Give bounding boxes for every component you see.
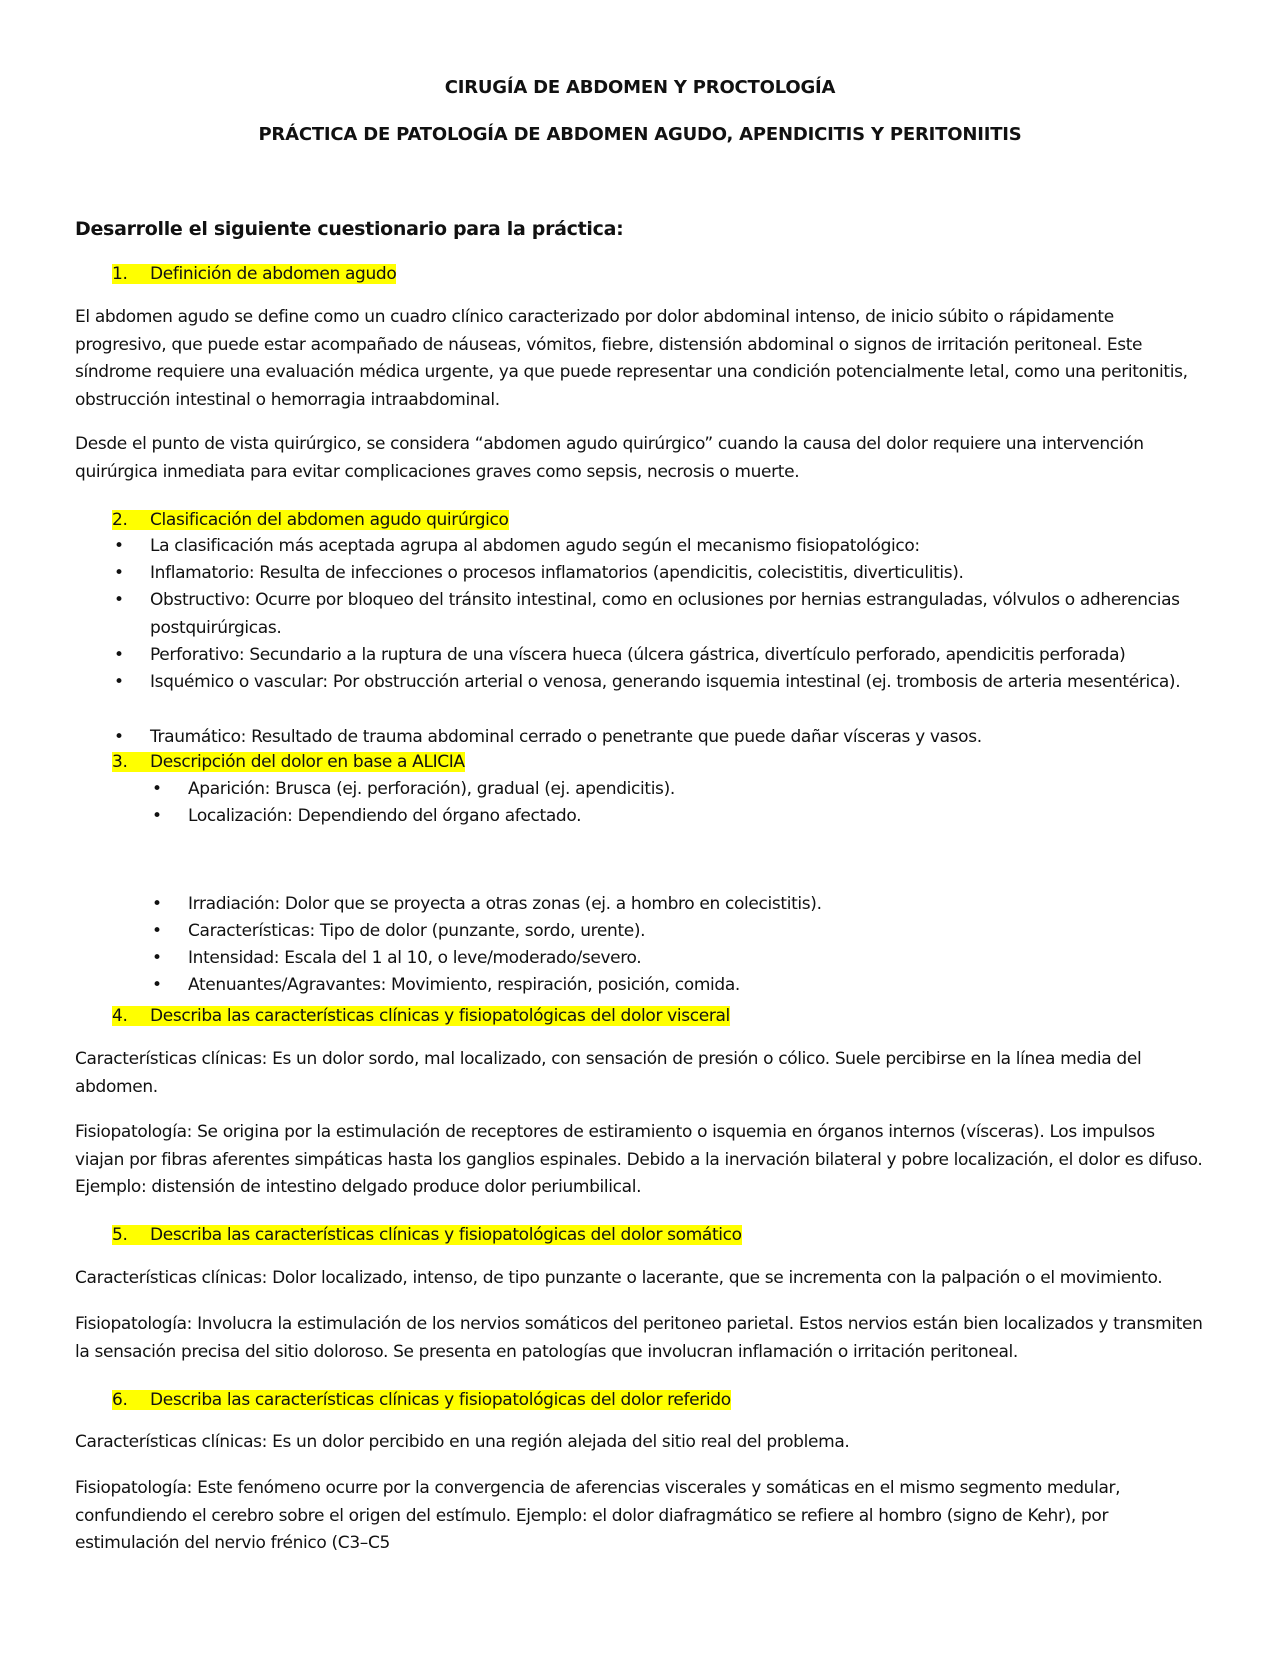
- list-item: • Inflamatorio: Resulta de infecciones o procesos inflamatorios (apendicitis, colecistitis, diverticulitis).: [150, 560, 1210, 588]
- list-item: • Características: Tipo de dolor (punzante, sordo, urente).: [188, 918, 1208, 946]
- question-2: [112, 510, 509, 530]
- document-subtitle: PRÁCTICA DE PATOLOGÍA DE ABDOMEN AGUDO, APENDICITIS Y PERITONIITIS: [258, 124, 1022, 145]
- list-item: • Irradiación: Dolor que se proyecta a otras zonas (ej. a hombro en colecistitis).: [188, 891, 1208, 919]
- bullet-icon: •: [114, 536, 124, 556]
- question-number: 4.: [112, 1006, 128, 1026]
- paragraph-visceral-clinica: Características clínicas: Es un dolor sordo, mal localizado, con sensación de presión o cólico. Suele percibirse en la línea media del abdomen.: [75, 1049, 1142, 1097]
- bullet-icon: •: [114, 590, 124, 610]
- question-text: Definición de abdomen agudo: [150, 264, 397, 284]
- question-number: 2.: [112, 510, 128, 530]
- question-text: Clasificación del abdomen agudo quirúrgico: [150, 510, 509, 530]
- paragraph-abdomen-agudo-quirurgico: Desde el punto de vista quirúrgico, se considera “abdomen agudo quirúrgico” cuando la causa del dolor requiere una intervención quirúrgica inmediata para evitar complicaciones graves como sepsis, necrosis o muerte.: [75, 434, 1144, 482]
- list-item: • Atenuantes/Agravantes: Movimiento, respiración, posición, comida.: [188, 972, 1208, 1000]
- bullet-icon: •: [114, 727, 124, 747]
- list-item: • Intensidad: Escala del 1 al 10, o leve/moderado/severo.: [188, 945, 1208, 973]
- list-item: • Traumático: Resultado de trauma abdominal cerrado o penetrante que puede dañar vísceras y vasos.: [150, 724, 1210, 752]
- list-item: • Isquémico o vascular: Por obstrucción arterial o venosa, generando isquemia intestinal (ej. trombosis de arteria mesentérica).: [150, 669, 1210, 697]
- bullet-icon: •: [152, 948, 162, 968]
- question-number: 3.: [112, 752, 128, 772]
- bullet-icon: •: [152, 779, 162, 799]
- question-6: [112, 1390, 731, 1410]
- list-item: • Perforativo: Secundario a la ruptura de una víscera hueca (úlcera gástrica, divertículo perforado, apendicitis perforada): [150, 642, 1210, 670]
- question-1: [112, 264, 396, 284]
- bullet-icon: •: [152, 806, 162, 826]
- paragraph-referido-fisiopatologia: Fisiopatología: Este fenómeno ocurre por la convergencia de aferencias viscerales y somáticas en el mismo segmento medular, confundiendo el cerebro sobre el origen del estímulo. Ejemplo: el dolor diafragmático se refiere al hombro (signo de Kehr), por estimulación del nervio frénico (C3–C5: [75, 1478, 1121, 1553]
- bullet-icon: •: [114, 563, 124, 583]
- paragraph-abdomen-agudo-definicion: El abdomen agudo se define como un cuadro clínico caracterizado por dolor abdominal intenso, de inicio súbito o rápidamente progresivo, que puede estar acompañado de náuseas, vómitos, fiebre, distensión abdominal o signos de irritación peritoneal. Este síndrome requiere una evaluación médica urgente, ya que puede representar una condición potencialmente letal, como una peritonitis, obstrucción intestinal o hemorragia intraabdominal.: [75, 307, 1188, 410]
- bullet-icon: •: [152, 975, 162, 995]
- bullet-icon: •: [114, 672, 124, 692]
- list-item: • Aparición: Brusca (ej. perforación), gradual (ej. apendicitis).: [188, 776, 1208, 804]
- question-5: [112, 1225, 742, 1245]
- question-number: 1.: [112, 264, 128, 284]
- paragraph-somatico-fisiopatologia: Fisiopatología: Involucra la estimulación de los nervios somáticos del peritoneo parietal. Estos nervios están bien localizados y transmiten la sensación precisa del sitio doloroso. Se presenta en patologías que involucran inflamación o irritación peritoneal.: [75, 1314, 1203, 1362]
- section-heading: Desarrolle el siguiente cuestionario para la práctica:: [75, 218, 624, 240]
- bullet-icon: •: [152, 921, 162, 941]
- question-text: Descripción del dolor en base a ALICIA: [150, 752, 465, 772]
- question-text: Describa las características clínicas y fisiopatológicas del dolor visceral: [150, 1006, 730, 1026]
- list-item: • Obstructivo: Ocurre por bloqueo del tránsito intestinal, como en oclusiones por hernias estranguladas, vólvulos o adherencias postquirúrgicas.: [150, 587, 1210, 642]
- question-number: 5.: [112, 1225, 128, 1245]
- question-3: [112, 752, 465, 772]
- list-item: • Localización: Dependiendo del órgano afectado.: [188, 803, 1208, 831]
- document-title: CIRUGÍA DE ABDOMEN Y PROCTOLOGÍA: [444, 77, 836, 98]
- bullet-icon: •: [114, 645, 124, 665]
- paragraph-somatico-clinica: Características clínicas: Dolor localizado, intenso, de tipo punzante o lacerante, que se incrementa con la palpación o el movimiento.: [75, 1268, 1163, 1288]
- paragraph-visceral-fisiopatologia: Fisiopatología: Se origina por la estimulación de receptores de estiramiento o isquemia en órganos internos (vísceras). Los impulsos viajan por fibras aferentes simpáticas hasta los ganglios espinales. Debido a la inervación bilateral y pobre localización, el dolor es difuso. Ejemplo: distensión de intestino delgado produce dolor periumbilical.: [75, 1122, 1203, 1197]
- paragraph-referido-clinica: Características clínicas: Es un dolor percibido en una región alejada del sitio real del problema.: [75, 1432, 850, 1452]
- list-item: • La clasificación más aceptada agrupa al abdomen agudo según el mecanismo fisiopatológico:: [150, 533, 1210, 561]
- question-4: [112, 1006, 730, 1026]
- question-text: Describa las características clínicas y fisiopatológicas del dolor somático: [150, 1225, 742, 1245]
- question-text: Describa las características clínicas y fisiopatológicas del dolor referido: [150, 1390, 731, 1410]
- bullet-icon: •: [152, 894, 162, 914]
- question-number: 6.: [112, 1390, 128, 1410]
